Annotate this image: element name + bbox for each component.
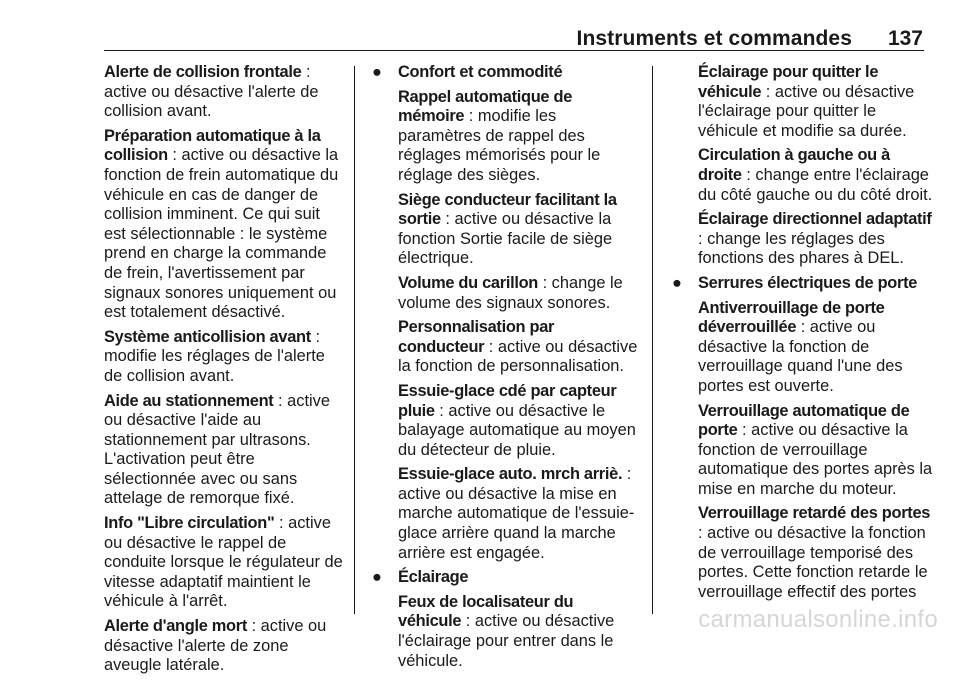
column-left	[104, 63, 344, 681]
bullet-group-comfort	[372, 88, 640, 564]
entry-text: : active ou désactive la fonction de verrouillage automatique des portes après la mise en marche du moteur.	[698, 421, 933, 498]
header-rule	[104, 50, 924, 51]
entry-park-assist	[104, 392, 344, 510]
entry-term: Verrouillage automatique de porte	[698, 401, 910, 440]
entry-term: Aide au stationnement	[104, 391, 274, 410]
bullet-heading-text: Confort et commodité	[398, 63, 563, 81]
entry-term: Siège conducteur facilitant la sortie	[398, 190, 617, 229]
entry-text: : modifie les paramètres de rappel des réglages mémorisés pour le réglage des sièges.	[398, 107, 601, 184]
entry-term: Volume du carillon	[398, 273, 539, 292]
bullet-group-door-locks	[672, 299, 934, 603]
bullet-heading-door-locks	[672, 274, 934, 294]
entry-unlocked-door-antilock	[698, 299, 934, 397]
bullet-heading-text: Éclairage	[398, 568, 469, 587]
entry-term: Éclairage pour quitter le véhicule	[698, 63, 879, 101]
entry-text: : active ou désactive l'aide au stationnement par ultrasons. L'activation peut être sélectionnée avec ou sans attelage de remorque fixé.	[104, 391, 330, 508]
entry-text: : active ou désactive l'alerte de collision avant.	[104, 63, 319, 121]
entry-text: : active ou désactive la fonction de personnalisation.	[398, 337, 638, 376]
entry-term: Essuie-glace auto. mrch arriè.	[398, 465, 623, 484]
entry-blind-spot-alert	[104, 617, 344, 676]
entry-term: Feux de localisateur du véhicule	[398, 592, 574, 631]
entry-adaptive-lighting	[698, 210, 934, 269]
entry-text: : active ou désactive le balayage automatique au moyen du détecteur de pluie.	[398, 401, 636, 459]
page-header	[0, 0, 960, 52]
entry-auto-rear-wiper	[398, 465, 640, 563]
entry-chime-volume	[398, 274, 640, 313]
entry-term: Essuie-glace cdé par capteur pluie	[398, 381, 617, 420]
entry-front-collision-alert	[104, 63, 344, 122]
entry-left-right-traffic	[698, 146, 934, 205]
entry-driver-personalization	[398, 318, 640, 377]
entry-text: : active ou désactive l'éclairage pour quitter le véhicule et modifie sa durée.	[698, 82, 915, 140]
column-middle	[372, 63, 640, 676]
section-title: Instruments et commandes	[576, 27, 852, 50]
entry-term: Alerte d'angle mort	[104, 617, 248, 636]
bullet-group-lighting-continued	[672, 63, 934, 269]
entry-term: Verrouillage retardé des portes	[698, 504, 931, 523]
entry-text: : active ou désactive la fonction Sortie facile de siège électrique.	[398, 210, 613, 268]
bullet-heading-text: Serrures électriques de porte	[698, 273, 918, 292]
entry-term: Alerte de collision frontale	[104, 63, 302, 81]
entry-front-anticollision	[104, 328, 344, 387]
bullet-dot: ●	[372, 568, 382, 587]
entry-text: : change le volume des signaux sonores.	[398, 273, 623, 312]
entry-term: Préparation automatique à la collision	[104, 126, 321, 165]
entry-memory-recall	[398, 88, 640, 186]
entry-rain-sensing-wipers	[398, 382, 640, 460]
entry-text: : active ou désactive l'éclairage pour entrer dans le véhicule.	[398, 612, 615, 670]
entry-term: Rappel automatique de mémoire	[398, 87, 573, 126]
bullet-dot: ●	[672, 273, 682, 292]
entry-text: : change entre l'éclairage du côté gauche ou du côté droit.	[698, 165, 933, 204]
bullet-dot: ●	[372, 63, 382, 81]
entry-text: : active ou désactive la mise en marche automatique de l'essuie-glace arrière quand la marche arrière est engagée.	[398, 465, 635, 562]
entry-free-traffic-info	[104, 514, 344, 612]
entry-auto-door-lock	[698, 402, 934, 500]
bullet-heading-lighting	[372, 568, 640, 588]
entry-exit-lighting	[698, 63, 934, 141]
entry-term: Personnalisation par conducteur	[398, 318, 555, 356]
entry-vehicle-locator-lights	[398, 593, 640, 671]
watermark: carmanualsonline.info	[698, 606, 938, 633]
entry-text: : active ou désactive la fonction de verrouillage temporisé des portes. Cette fonction retarde le verrouillage effectif des portes	[698, 524, 928, 601]
entry-easy-exit-seat	[398, 191, 640, 269]
entry-term: Info "Libre circulation"	[104, 514, 275, 533]
column-right	[672, 63, 934, 607]
entry-text: : active ou désactive la fonction de verrouillage quand l'une des portes est ouverte.	[698, 318, 903, 395]
entry-text: : change les réglages des fonctions des phares à DEL.	[698, 229, 904, 268]
page-number: 137	[887, 27, 923, 50]
bullet-heading-comfort	[372, 63, 640, 83]
bullet-group-lighting	[372, 593, 640, 671]
entry-term: Circulation à gauche ou à droite	[698, 146, 890, 184]
entry-auto-collision-prep	[104, 127, 344, 323]
column-divider-left	[354, 66, 355, 614]
entry-term: Éclairage directionnel adaptatif	[698, 210, 932, 229]
entry-text: : active ou désactive le rappel de conduite lorsque le régulateur de vitesse adaptatif maintient le véhicule à l'arrêt.	[104, 514, 343, 611]
entry-delayed-door-lock	[698, 504, 934, 602]
entry-term: Système anticollision avant	[104, 327, 311, 346]
entry-text: : active ou désactive l'alerte de zone aveugle latérale.	[104, 617, 327, 675]
entry-text: : active ou désactive la fonction de frein automatique du véhicule en cas de danger de collision imminent. Ce qui suit est sélectionnable : le système prend en charge la commande de frein, l'avertissement par signaux sonores uniquement ou est totalement désactivé.	[104, 146, 339, 322]
entry-text: : modifie les réglages de l'alerte de collision avant.	[104, 327, 325, 385]
column-divider-right	[652, 66, 653, 614]
entry-term: Antiverrouillage de porte déverrouillée	[698, 298, 885, 337]
